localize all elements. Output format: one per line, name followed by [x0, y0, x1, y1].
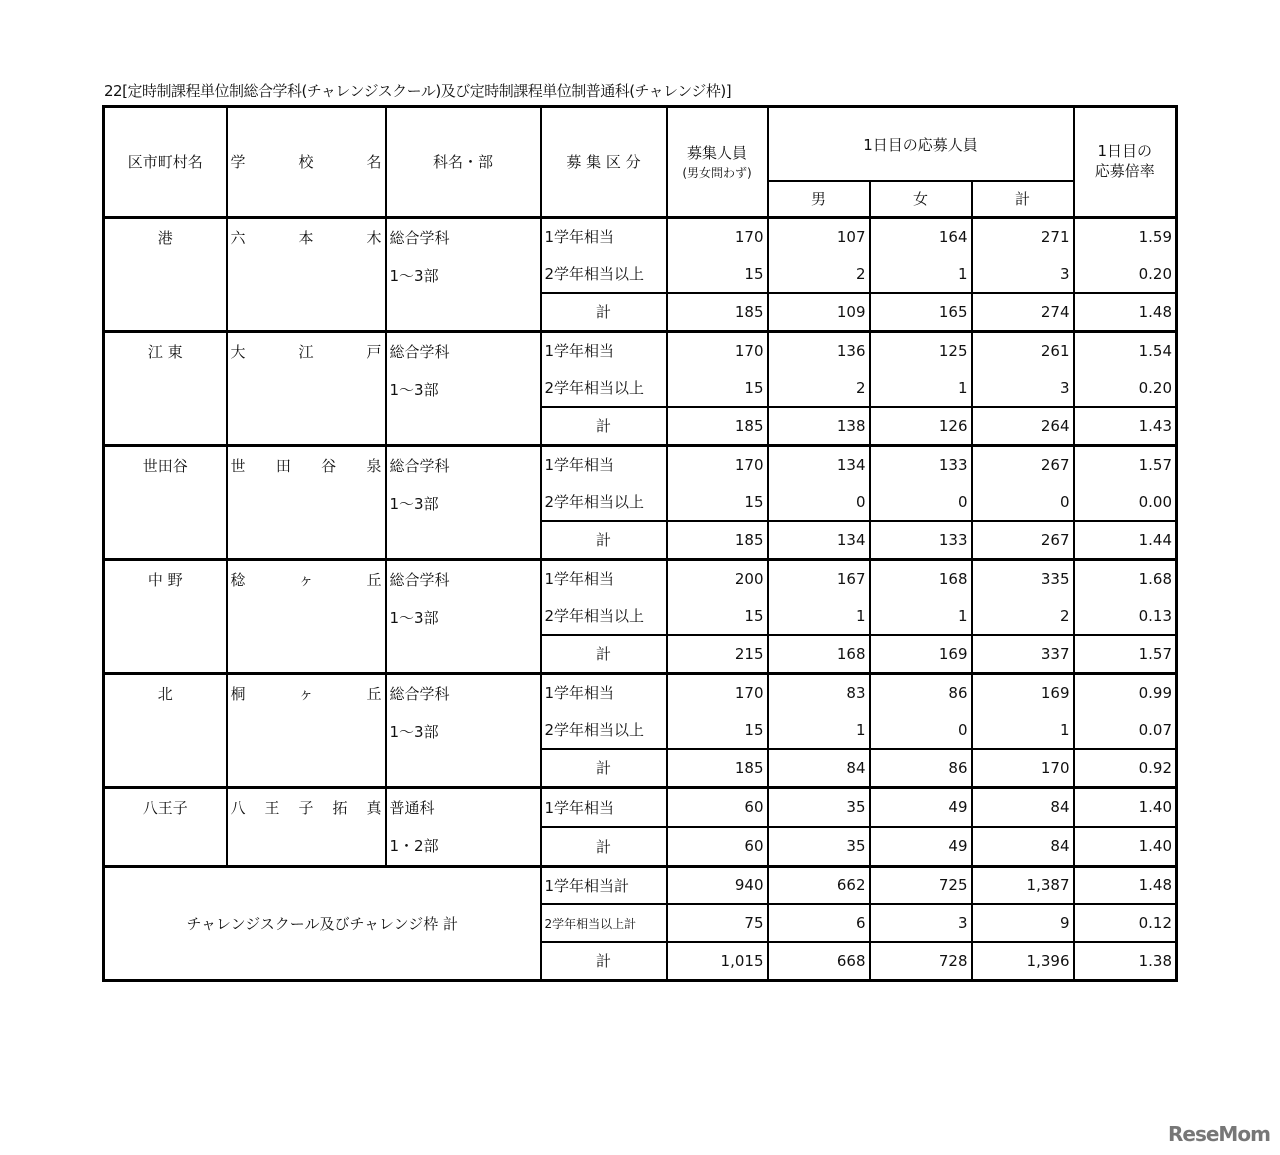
- char: 稔: [230, 570, 246, 589]
- capacity-cell: 1,015: [667, 942, 768, 980]
- dept-cell: [386, 445, 541, 559]
- male-cell: 0: [768, 483, 870, 521]
- female-cell: 0: [870, 711, 972, 749]
- capacity-label: 募集人員: [686, 143, 747, 162]
- grand-total-label: チャレンジスクール及びチャレンジ枠 計: [104, 866, 541, 980]
- char: 王: [264, 798, 280, 817]
- ratio-cell: 0.07: [1074, 711, 1177, 749]
- capacity-cell: 170: [667, 217, 768, 255]
- ratio-cell: 1.40: [1074, 827, 1177, 867]
- char: 学: [230, 153, 246, 172]
- category-cell: 計: [541, 749, 667, 787]
- school-cell: [227, 673, 386, 787]
- category-cell: 計: [541, 293, 667, 331]
- header-total: 計: [972, 181, 1074, 218]
- category-cell: 計: [541, 521, 667, 559]
- school-cell: [227, 445, 386, 559]
- male-cell: 1: [768, 711, 870, 749]
- category-cell: 計: [541, 635, 667, 673]
- female-cell: 0: [870, 483, 972, 521]
- female-cell: 49: [870, 787, 972, 827]
- char: 八: [230, 798, 246, 817]
- total-cell: 1: [972, 711, 1074, 749]
- male-cell: 1: [768, 597, 870, 635]
- ratio-cell: 1.43: [1074, 407, 1177, 445]
- capacity-cell: 15: [667, 255, 768, 293]
- female-cell: 1: [870, 369, 972, 407]
- dept-line: 普通科: [389, 798, 435, 817]
- category-cell: 2学年相当以上: [541, 255, 667, 293]
- male-cell: 136: [768, 331, 870, 369]
- female-cell: 165: [870, 293, 972, 331]
- female-cell: 125: [870, 331, 972, 369]
- dept-line: 1・2部: [389, 836, 439, 855]
- male-cell: 168: [768, 635, 870, 673]
- category-cell: 計: [541, 407, 667, 445]
- header-capacity: [667, 107, 768, 218]
- school-cell: [227, 559, 386, 673]
- capacity-cell: 60: [667, 787, 768, 827]
- capacity-cell: 185: [667, 749, 768, 787]
- char: ヶ: [298, 684, 314, 703]
- ratio-cell: 1.54: [1074, 331, 1177, 369]
- dept-cell: [386, 331, 541, 445]
- school-cell: [227, 217, 386, 331]
- school-cell: [227, 787, 386, 866]
- male-cell: 2: [768, 369, 870, 407]
- capacity-cell: 15: [667, 711, 768, 749]
- category-cell: 2学年相当以上: [541, 597, 667, 635]
- dept-cell: [386, 787, 541, 866]
- header-ratio: 1日目の 応募倍率: [1074, 107, 1177, 218]
- ratio-cell: 0.92: [1074, 749, 1177, 787]
- char: 戸: [366, 342, 382, 361]
- dept-line: 1～3部: [389, 722, 439, 741]
- total-cell: 264: [972, 407, 1074, 445]
- category-cell: 2学年相当以上: [541, 483, 667, 521]
- category-cell: 計: [541, 827, 667, 867]
- dept-line: 1～3部: [389, 380, 439, 399]
- male-cell: 35: [768, 827, 870, 867]
- male-cell: 107: [768, 217, 870, 255]
- dept-cell: [386, 673, 541, 787]
- male-cell: 138: [768, 407, 870, 445]
- female-cell: 1: [870, 597, 972, 635]
- female-cell: 725: [870, 866, 972, 904]
- dept-line: 1～3部: [389, 608, 439, 627]
- total-cell: 2: [972, 597, 1074, 635]
- capacity-cell: 215: [667, 635, 768, 673]
- female-cell: 168: [870, 559, 972, 597]
- char: 拓: [332, 798, 348, 817]
- male-cell: 84: [768, 749, 870, 787]
- table-row: [104, 217, 1177, 255]
- female-cell: 86: [870, 673, 972, 711]
- dept-line: 総合学科: [389, 684, 450, 703]
- female-cell: 49: [870, 827, 972, 867]
- capacity-cell: 940: [667, 866, 768, 904]
- ratio-cell: 1.38: [1074, 942, 1177, 980]
- category-cell: 1学年相当: [541, 559, 667, 597]
- table-row: [104, 673, 1177, 711]
- dept-line: 総合学科: [389, 570, 450, 589]
- ratio-cell: 1.48: [1074, 293, 1177, 331]
- male-cell: 668: [768, 942, 870, 980]
- male-cell: 35: [768, 787, 870, 827]
- total-cell: 1,396: [972, 942, 1074, 980]
- category-cell: 計: [541, 942, 667, 980]
- ratio-cell: 1.59: [1074, 217, 1177, 255]
- char: 泉: [366, 456, 382, 475]
- ward-cell: 江 東: [104, 331, 227, 445]
- table-row: [104, 331, 1177, 369]
- capacity-cell: 15: [667, 369, 768, 407]
- male-cell: 662: [768, 866, 870, 904]
- female-cell: 133: [870, 445, 972, 483]
- category-cell: 1学年相当計: [541, 866, 667, 904]
- female-cell: 728: [870, 942, 972, 980]
- total-cell: 84: [972, 827, 1074, 867]
- category-cell: 2学年相当以上計: [541, 904, 667, 942]
- total-cell: 271: [972, 217, 1074, 255]
- capacity-note: (男女問わず): [682, 166, 752, 180]
- dept-cell: [386, 559, 541, 673]
- capacity-cell: 15: [667, 597, 768, 635]
- dept-line: 1～3部: [389, 494, 439, 513]
- char: 世: [230, 456, 246, 475]
- total-cell: 0: [972, 483, 1074, 521]
- ratio-cell: 1.68: [1074, 559, 1177, 597]
- female-cell: 133: [870, 521, 972, 559]
- total-cell: 1,387: [972, 866, 1074, 904]
- category-cell: 1学年相当: [541, 217, 667, 255]
- ratio-cell: 0.13: [1074, 597, 1177, 635]
- ratio-cell: 1.57: [1074, 445, 1177, 483]
- total-cell: 170: [972, 749, 1074, 787]
- char: 木: [366, 228, 382, 247]
- ward-cell: 北: [104, 673, 227, 787]
- dept-line: 総合学科: [389, 342, 450, 361]
- header-dept: 科名・部: [386, 107, 541, 218]
- table-row: [104, 559, 1177, 597]
- total-cell: 3: [972, 255, 1074, 293]
- female-cell: 86: [870, 749, 972, 787]
- char: 子: [298, 798, 314, 817]
- header-school: [227, 107, 386, 218]
- male-cell: 2: [768, 255, 870, 293]
- dept-line: 総合学科: [389, 456, 450, 475]
- category-cell: 1学年相当: [541, 787, 667, 827]
- capacity-cell: 170: [667, 445, 768, 483]
- char: 丘: [366, 684, 382, 703]
- female-cell: 3: [870, 904, 972, 942]
- char: ヶ: [298, 570, 314, 589]
- total-cell: 169: [972, 673, 1074, 711]
- table-row: [104, 445, 1177, 483]
- char: 桐: [230, 684, 246, 703]
- school-cell: [227, 331, 386, 445]
- ratio-cell: 0.20: [1074, 369, 1177, 407]
- ward-cell: 港: [104, 217, 227, 331]
- male-cell: 167: [768, 559, 870, 597]
- male-cell: 6: [768, 904, 870, 942]
- male-cell: 134: [768, 445, 870, 483]
- ward-cell: 世田谷: [104, 445, 227, 559]
- ratio-cell: 1.44: [1074, 521, 1177, 559]
- char: 名: [366, 153, 382, 172]
- total-cell: 3: [972, 369, 1074, 407]
- char: 校: [298, 153, 314, 172]
- capacity-cell: 15: [667, 483, 768, 521]
- total-cell: 9: [972, 904, 1074, 942]
- category-cell: 1学年相当: [541, 673, 667, 711]
- female-cell: 164: [870, 217, 972, 255]
- total-cell: 267: [972, 521, 1074, 559]
- char: 本: [298, 228, 314, 247]
- dept-line: 総合学科: [389, 228, 450, 247]
- ward-cell: 中 野: [104, 559, 227, 673]
- capacity-cell: 170: [667, 331, 768, 369]
- char: 谷: [321, 456, 337, 475]
- capacity-cell: 185: [667, 521, 768, 559]
- capacity-cell: 60: [667, 827, 768, 867]
- female-cell: 126: [870, 407, 972, 445]
- table-row: [104, 787, 1177, 827]
- resemom-logo: ReseMom: [1168, 1122, 1270, 1146]
- char: 大: [230, 342, 246, 361]
- header-category: 募 集 区 分: [541, 107, 667, 218]
- category-cell: 2学年相当以上: [541, 369, 667, 407]
- total-row: [104, 866, 1177, 904]
- total-cell: 274: [972, 293, 1074, 331]
- char: 六: [230, 228, 246, 247]
- total-cell: 337: [972, 635, 1074, 673]
- capacity-cell: 75: [667, 904, 768, 942]
- ratio-cell: 1.40: [1074, 787, 1177, 827]
- total-cell: 84: [972, 787, 1074, 827]
- capacity-cell: 185: [667, 407, 768, 445]
- char: 田: [275, 456, 291, 475]
- capacity-cell: 200: [667, 559, 768, 597]
- ratio-cell: 0.12: [1074, 904, 1177, 942]
- header-applicants: 1日目の応募人員: [768, 107, 1074, 181]
- header-male: 男: [768, 181, 870, 218]
- ward-cell: 八王子: [104, 787, 227, 866]
- total-cell: 261: [972, 331, 1074, 369]
- header-ward: 区市町村名: [104, 107, 227, 218]
- char: 真: [366, 798, 382, 817]
- ratio-cell: 1.57: [1074, 635, 1177, 673]
- char: 丘: [366, 570, 382, 589]
- male-cell: 134: [768, 521, 870, 559]
- ratio-cell: 1.48: [1074, 866, 1177, 904]
- applicants-table: [102, 105, 1178, 982]
- capacity-cell: 185: [667, 293, 768, 331]
- header-female: 女: [870, 181, 972, 218]
- ratio-cell: 0.99: [1074, 673, 1177, 711]
- ratio-cell: 0.00: [1074, 483, 1177, 521]
- document-title: 22[定時制課程単位制総合学科(チャレンジスクール)及び定時制課程単位制普通科(チャレンジ枠)]: [104, 82, 732, 100]
- category-cell: 2学年相当以上: [541, 711, 667, 749]
- category-cell: 1学年相当: [541, 331, 667, 369]
- dept-cell: [386, 217, 541, 331]
- char: 江: [298, 342, 314, 361]
- dept-line: 1～3部: [389, 266, 439, 285]
- capacity-cell: 170: [667, 673, 768, 711]
- total-cell: 335: [972, 559, 1074, 597]
- male-cell: 109: [768, 293, 870, 331]
- female-cell: 1: [870, 255, 972, 293]
- total-cell: 267: [972, 445, 1074, 483]
- category-cell: 1学年相当: [541, 445, 667, 483]
- male-cell: 83: [768, 673, 870, 711]
- ratio-cell: 0.20: [1074, 255, 1177, 293]
- female-cell: 169: [870, 635, 972, 673]
